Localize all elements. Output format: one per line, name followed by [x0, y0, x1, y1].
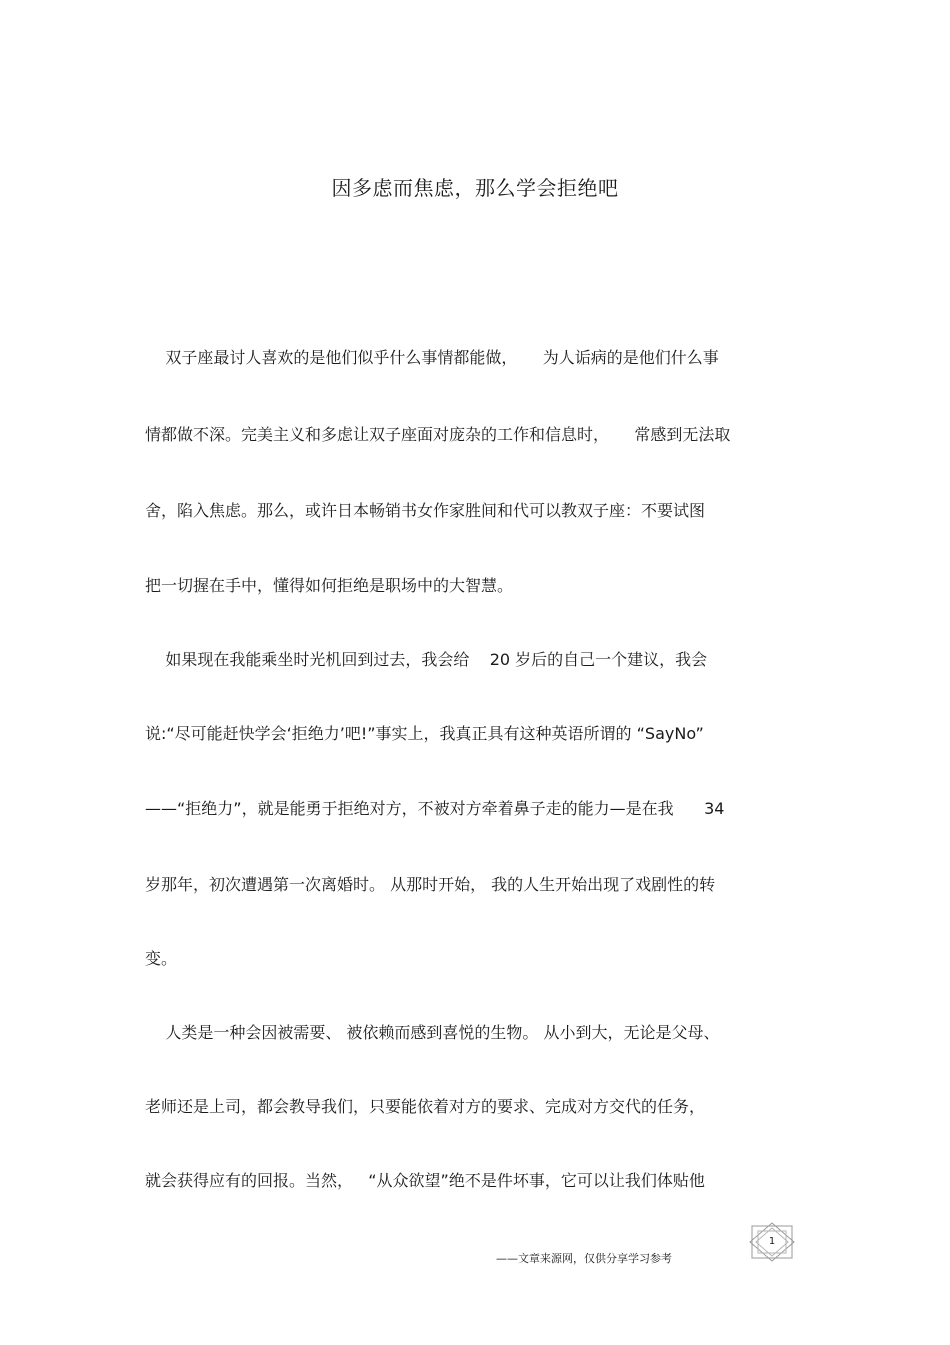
- page-number-badge: [748, 1222, 796, 1262]
- footer-source-note: ——文章来源网，仅供分享学习参考: [496, 1252, 672, 1265]
- text-line: 如果现在我能乘坐时光机回到过去，我会给 20 岁后的自己一个建议，我会: [145, 650, 708, 669]
- text-line: ——“拒绝力”，就是能勇于拒绝对方，不被对方牵着鼻子走的能力—是在我 34: [145, 799, 725, 818]
- text-line: 舍，陷入焦虑。那么，或许日本畅销书女作家胜间和代可以教双子座：不要试图: [145, 501, 706, 520]
- text-line: 人类是一种会因被需要、 被依赖而感到喜悦的生物。 从小到大，无论是父母、: [145, 1023, 720, 1042]
- text-line: 岁那年，初次遭遇第一次离婚时。 从那时开始， 我的人生开始出现了戏剧性的转: [145, 875, 716, 894]
- text-line: 老师还是上司，都会教导我们，只要能依着对方的要求、完成对方交代的任务，: [145, 1097, 706, 1116]
- text-line: 说:“尽可能赶快学会‘拒绝力’吧!”事实上，我真正具有这种英语所谓的 “SayNo”: [145, 724, 704, 743]
- text-line: 双子座最讨人喜欢的是他们似乎什么事情都能做， 为人诟病的是他们什么事: [145, 348, 719, 367]
- text-line: 就会获得应有的回报。当然， “从众欲望”绝不是件坏事，它可以让我们体贴他: [145, 1171, 705, 1190]
- text-line: 变。: [145, 949, 178, 968]
- text-line: 把一切握在手中，懂得如何拒绝是职场中的大智慧。: [145, 576, 514, 595]
- page-title: 因多虑而焦虑，那么学会拒绝吧: [331, 176, 619, 200]
- text-line: 情都做不深。完美主义和多虑让双子座面对庞杂的工作和信息时， 常感到无法取: [145, 425, 731, 444]
- page-number: 1: [768, 1236, 776, 1247]
